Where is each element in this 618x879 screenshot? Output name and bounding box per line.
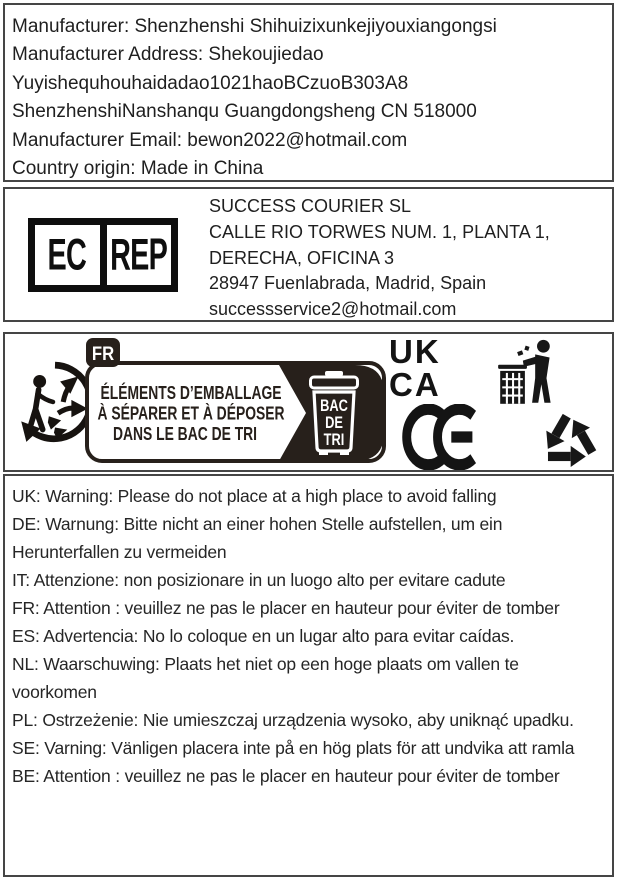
warnings-box: [3, 474, 614, 877]
ukca-mark: [389, 335, 441, 401]
warning-it: IT: Attenzione: non posizionare in un luogo alto per evitare cadute: [12, 570, 506, 590]
ce-mark-icon: [401, 404, 487, 470]
manufacturer-address-line-1: Manufacturer Address: Shekoujiedao: [12, 44, 324, 66]
warning-pl: PL: Ostrzeżenie: Nie umieszczaj urządzenia wysoko, aby uniknąć upadku.: [12, 710, 574, 730]
warning-es: ES: Advertencia: No lo coloque en un lugar alto para evitar caídas.: [12, 626, 515, 646]
rep-email: successservice2@hotmail.com: [209, 299, 457, 320]
rep-address-line-2: DERECHA, OFICINA 3: [209, 247, 395, 268]
bin-label-line-2: DE: [325, 414, 343, 433]
symbols-box: [3, 332, 614, 472]
ukca-line-uk: UK: [389, 333, 441, 370]
eu-representative-address: [209, 194, 550, 323]
manufacturer-info-box: [3, 3, 614, 182]
warning-se: SE: Varning: Vänligen placera inte på en hög plats för att undvika att ramla: [12, 738, 575, 758]
warning-uk: UK: Warning: Please do not place at a high place to avoid falling: [12, 486, 497, 506]
rep-label: REP: [110, 229, 168, 280]
fr-sorting-instructions-banner: [85, 337, 387, 464]
ukca-line-ca: CA: [389, 366, 441, 403]
rep-company-name: SUCCESS COURIER SL: [209, 196, 412, 216]
bin-label-line-3: TRI: [323, 431, 345, 450]
warning-de: DE: Warnung: Bitte nicht an einer hohen Stelle aufstellen, um ein Herunterfallen zu vermeiden: [12, 514, 503, 562]
manufacturer-email-line: Manufacturer Email: bewon2022@hotmail.com: [12, 129, 408, 151]
banner-line-3: DANS LE BAC DE TRI: [112, 424, 258, 445]
rep-address-line-1: CALLE RIO TORWES NUM. 1, PLANTA 1,: [209, 221, 550, 242]
rep-address-line-3: 28947 Fuenlabrada, Madrid, Spain: [209, 273, 487, 294]
warning-nl: NL: Waarschuwing: Plaats het niet op een hoge plaats om vallen te voorkomen: [12, 654, 519, 702]
warning-fr: FR: Attention : veuillez ne pas le placer en hauteur pour éviter de tomber: [12, 598, 560, 618]
rep-cell: [107, 225, 172, 285]
warning-be: BE: Attention : veuillez ne pas le placer en hauteur pour éviter de tomber: [12, 766, 560, 786]
recycling-mobius-loop-icon: [531, 398, 607, 472]
manufacturer-name-line: Manufacturer: Shenzhenshi Shihuizixunkejiyouxiangongsi: [12, 16, 497, 37]
ec-cell: [35, 225, 107, 285]
banner-line-1: ÉLÉMENTS D’EMBALLAGE: [100, 383, 282, 404]
manufacturer-address-line-3: ShenzhenshiNanshanqu Guangdongsheng CN 518000: [12, 101, 477, 123]
ec-label: EC: [47, 229, 87, 280]
bin-label-line-1: BAC: [320, 397, 348, 416]
banner-line-2: À SÉPARER ET À DÉPOSER: [97, 403, 285, 425]
ec-rep-box: [3, 187, 614, 322]
fr-tag-label: FR: [91, 343, 115, 365]
ec-rep-icon: [28, 218, 178, 292]
manufacturer-address-line-2: Yuyishequhouhaidadao1021haoBCzuoB303A8: [12, 72, 409, 94]
country-origin-line: Country origin: Made in China: [12, 158, 264, 180]
